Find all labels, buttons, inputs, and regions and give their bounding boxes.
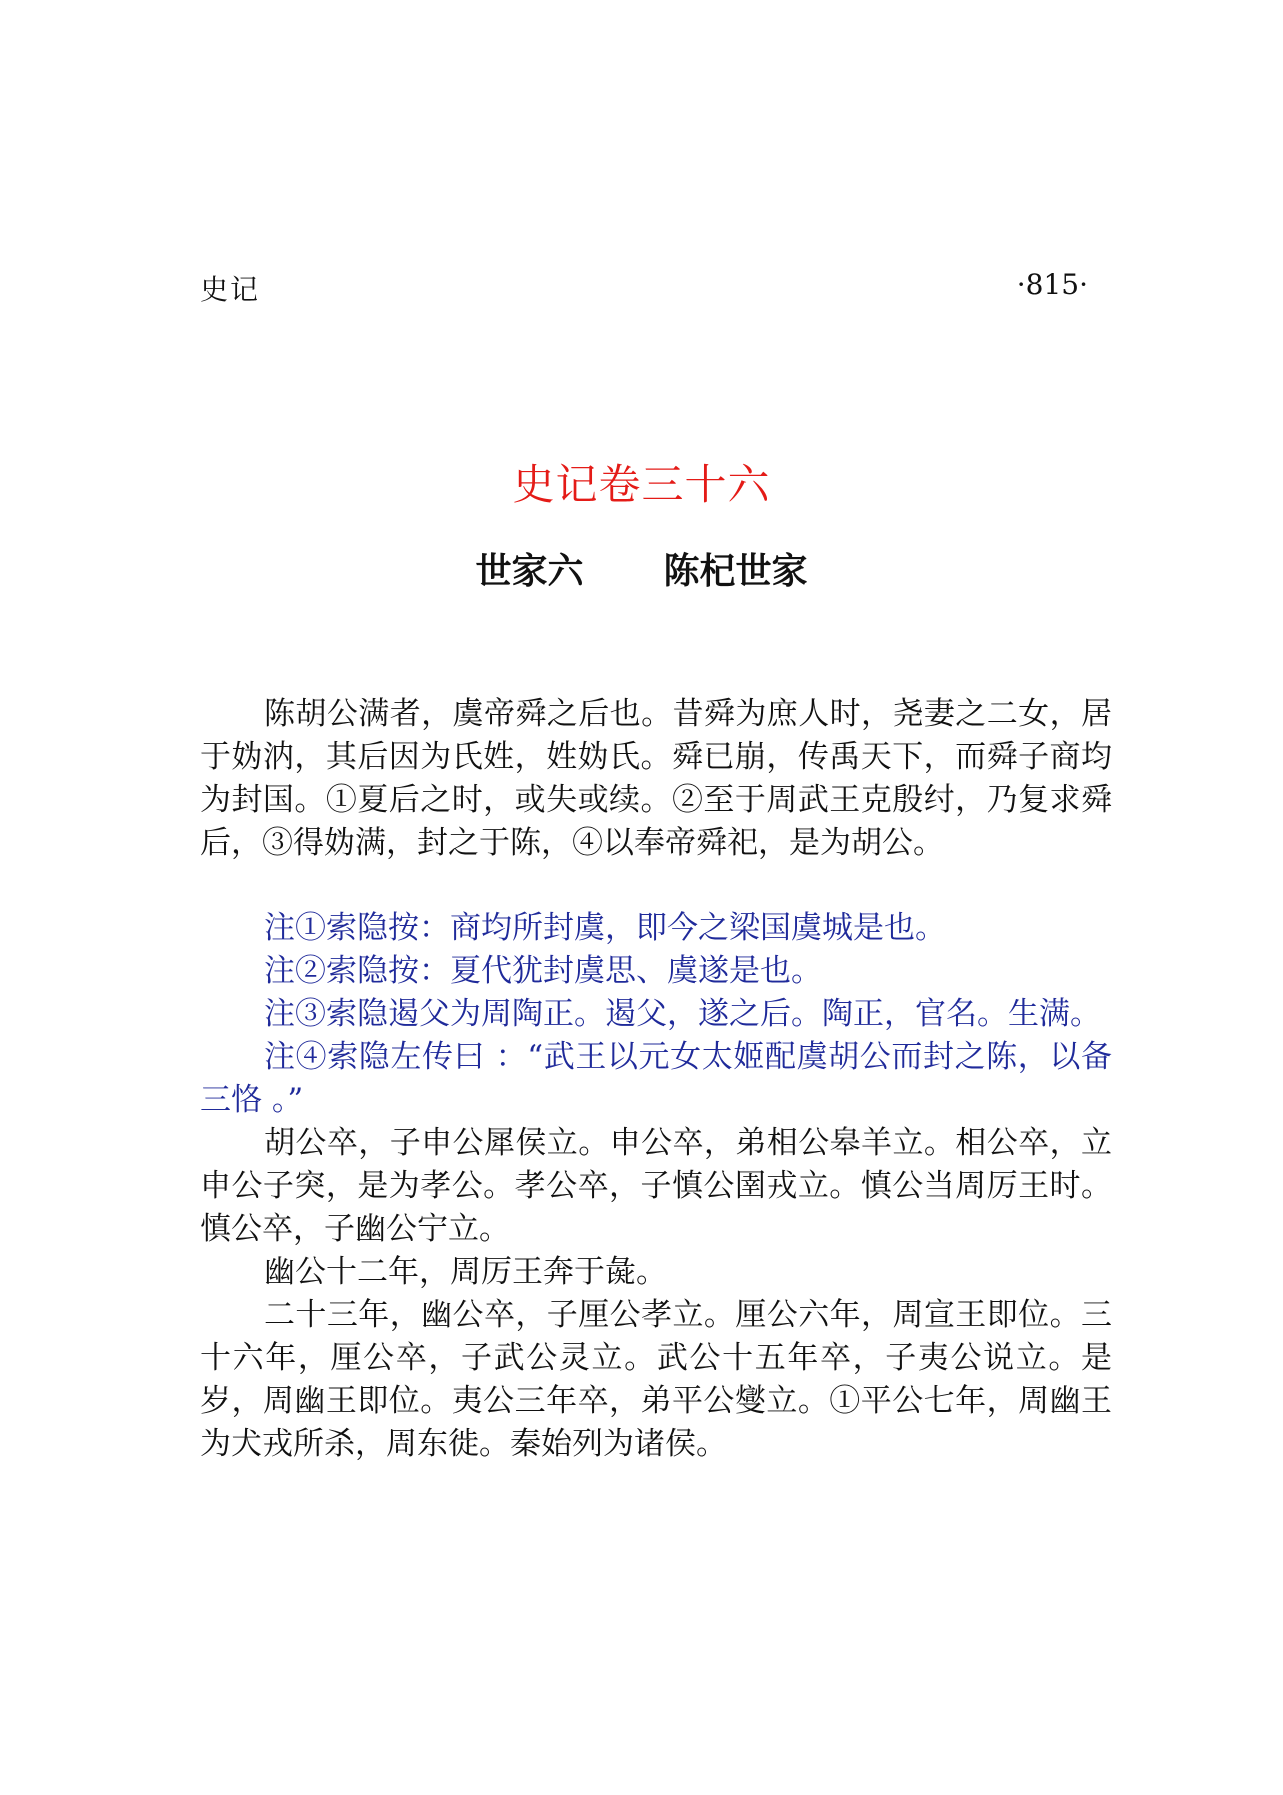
chapter-name: 陈杞世家 <box>663 551 808 592</box>
running-header-book-title: 史记 <box>200 273 261 306</box>
paragraph: 陈胡公满者，虞帝舜之后也。昔舜为庶人时，尧妻之二女，居于妫汭，其后因为氏姓，姓妫氏。舜已崩，传禹天下，而舜子商均为封国。①夏后之时，或失或续。②至于周武王克殷纣，乃复求舜后，③得妫满，封之于陈，④以奉帝舜祀，是为胡公。 <box>200 696 1112 861</box>
page-number: ·815· <box>1016 268 1088 301</box>
annotation-note: 注④索隐左传曰 ：“武王以元女太姬配虞胡公而封之陈，以备三恪 。” <box>200 1039 1112 1118</box>
main-text <box>200 693 1112 1466</box>
paragraph: 二十三年，幽公卒，子厘公孝立。厘公六年，周宣王即位。三十六年，厘公卒，子武公灵立。武公十五年卒，子夷公说立。是岁，周幽王即位。夷公三年卒，弟平公燮立。①平公七年，周幽王为犬戎所杀，周东徙。秦始列为诸侯。 <box>200 1297 1112 1462</box>
paragraph: 幽公十二年，周厉王奔于彘。 <box>264 1254 667 1290</box>
chapter-heading <box>0 543 1283 594</box>
volume-title: 史记卷三十六 <box>512 460 771 509</box>
section-label: 世家六 <box>475 551 584 592</box>
annotation-note: 注②索隐按：夏代犹封虞思、虞遂是也。 <box>264 953 822 989</box>
annotation-note: 注③索隐遏父为周陶正。遏父，遂之后。陶正，官名。生满。 <box>264 996 1101 1032</box>
paragraph: 胡公卒，子申公犀侯立。申公卒，弟相公皋羊立。相公卒，立申公子突，是为孝公。孝公卒，子慎公圉戎立。慎公当周厉王时。慎公卒，子幽公宁立。 <box>200 1125 1112 1247</box>
annotation-note: 注①索隐按：商均所封虞，即今之梁国虞城是也。 <box>264 910 946 946</box>
